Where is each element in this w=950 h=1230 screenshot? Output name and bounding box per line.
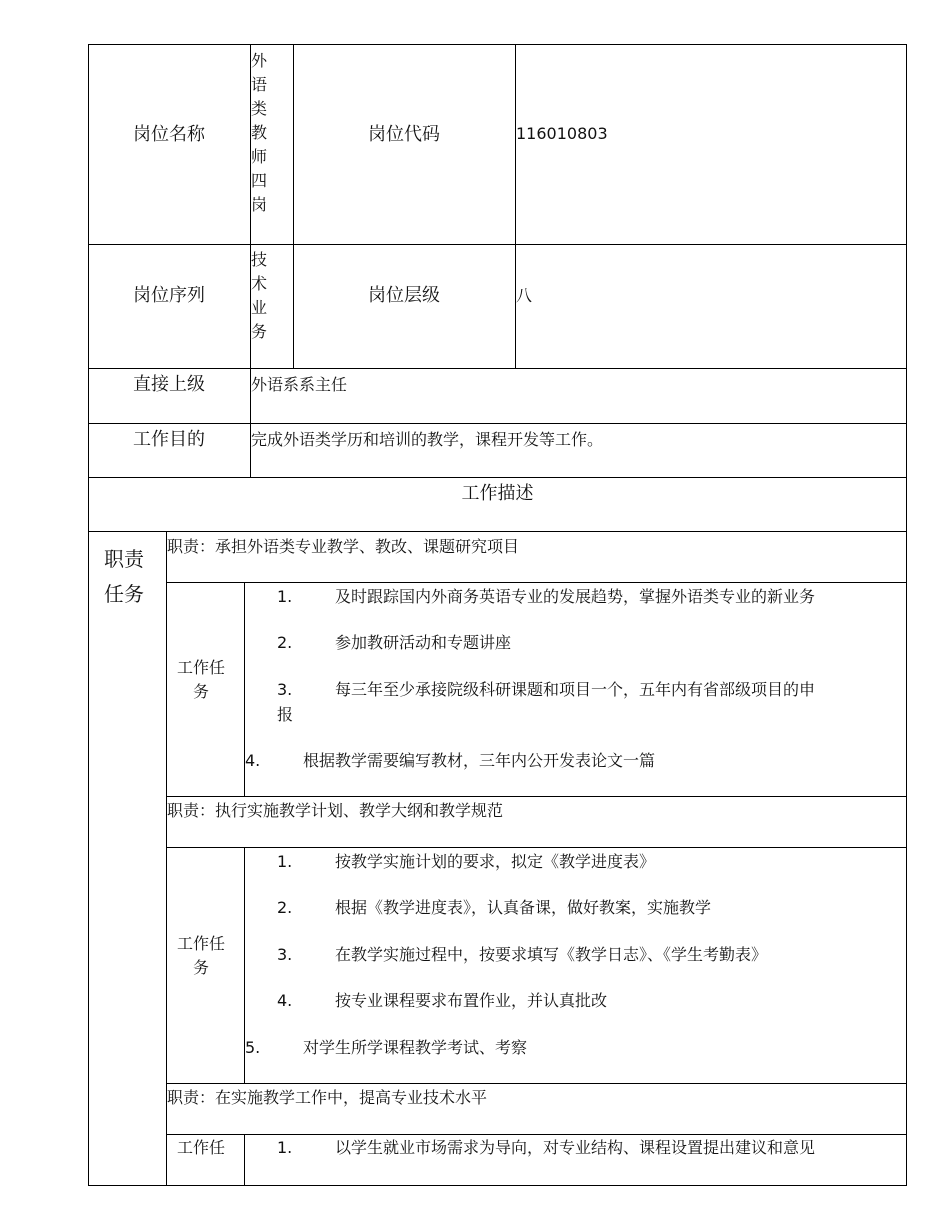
row-divider xyxy=(166,582,907,583)
row-divider xyxy=(88,368,907,369)
row-divider xyxy=(88,423,907,424)
direct-superior-label: 直接上级 xyxy=(133,374,205,395)
job-table xyxy=(88,44,907,1186)
task-item: 2. 参加教研活动和专题讲座 xyxy=(277,633,512,652)
duty-title: 职责：承担外语类专业教学、教改、课题研究项目 xyxy=(167,537,520,556)
task-item: 1. 以学生就业市场需求为导向，对专业结构、课程设置提出建议和意见 xyxy=(277,1138,816,1157)
col-divider xyxy=(244,1134,245,1186)
row-divider xyxy=(88,477,907,478)
row-divider xyxy=(88,244,907,245)
position-code-value: 116010803 xyxy=(516,124,608,143)
work-tasks-label: 工作任务 xyxy=(176,658,225,701)
task-item: 2. 根据《教学进度表》，认真备课，做好教案，实施教学 xyxy=(277,898,712,917)
duty-title: 职责：执行实施教学计划、教学大纲和教学规范 xyxy=(167,801,504,820)
work-purpose-label: 工作目的 xyxy=(133,429,205,450)
position-code-label: 岗位代码 xyxy=(368,124,440,145)
col-divider xyxy=(293,44,294,369)
duty-title: 职责：在实施教学工作中，提高专业技术水平 xyxy=(167,1088,488,1107)
row-divider xyxy=(88,531,907,532)
duties-tasks-label: 职责任务 xyxy=(104,547,144,606)
work-tasks-label: 工作任务 xyxy=(176,934,225,977)
position-name-value: 外语类教师四岗 xyxy=(251,51,268,214)
row-divider xyxy=(166,796,907,797)
position-series-value: 技术业务 xyxy=(251,250,268,341)
position-level-label: 岗位层级 xyxy=(368,285,440,306)
col-divider xyxy=(515,44,516,369)
task-item-continuation: 报 xyxy=(277,705,294,724)
direct-superior-value: 外语系系主任 xyxy=(251,375,348,394)
row-divider xyxy=(166,847,907,848)
task-item: 4. 根据教学需要编写教材，三年内公开发表论文一篇 xyxy=(245,751,656,770)
position-name-label: 岗位名称 xyxy=(133,124,205,145)
task-item: 1. 按教学实施计划的要求，拟定《教学进度表》 xyxy=(277,852,656,871)
task-item: 4. 按专业课程要求布置作业，并认真批改 xyxy=(277,991,608,1010)
position-level-value: 八 xyxy=(516,286,533,305)
row-divider xyxy=(166,1134,907,1135)
work-description-header: 工作描述 xyxy=(461,483,534,504)
position-series-label: 岗位序列 xyxy=(133,285,205,306)
task-item: 3. 在教学实施过程中，按要求填写《教学日志》、《学生考勤表》 xyxy=(277,945,768,964)
row-divider xyxy=(166,1083,907,1084)
task-item: 3. 每三年至少承接院级科研课题和项目一个，五年内有省部级项目的申 xyxy=(277,680,816,699)
task-item: 5. 对学生所学课程教学考试、考察 xyxy=(245,1038,528,1057)
work-purpose-value: 完成外语类学历和培训的教学，课程开发等工作。 xyxy=(251,430,604,449)
work-tasks-label-partial: 工作任 xyxy=(176,1138,225,1157)
task-item: 1. 及时跟踪国内外商务英语专业的发展趋势，掌握外语类专业的新业务 xyxy=(277,587,816,606)
